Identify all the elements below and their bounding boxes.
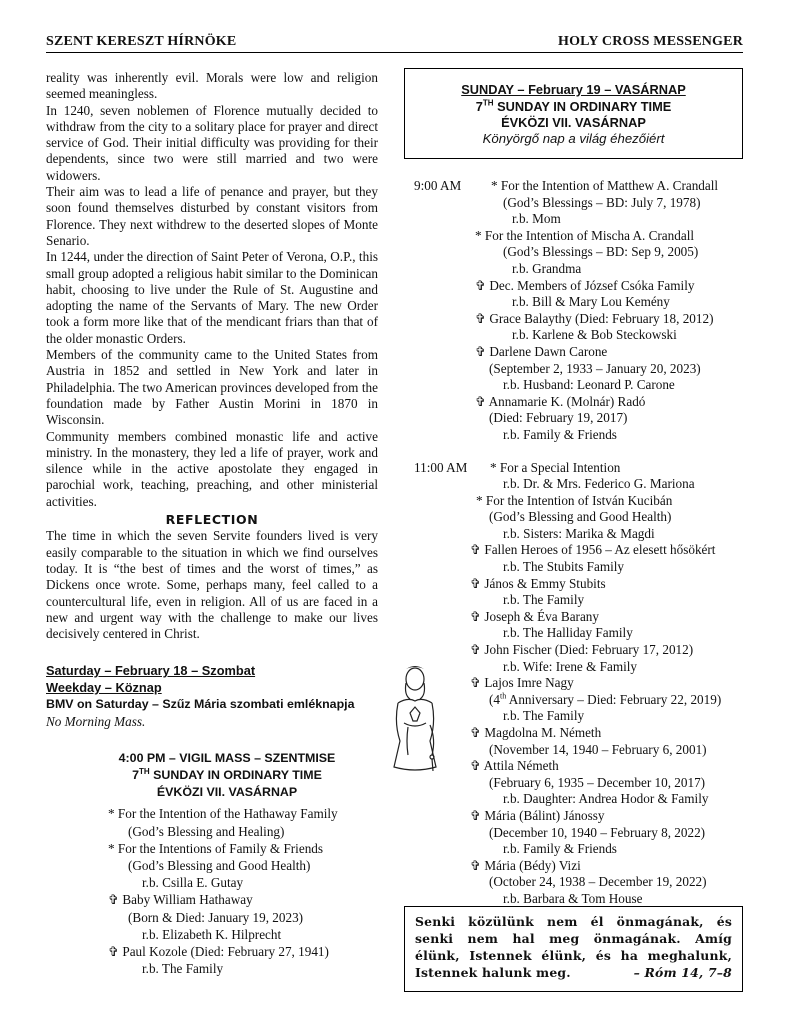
reflection-title: REFLECTION (165, 512, 259, 528)
paragraph: Community members combined monastic life and active ministry. In the monastery, they led a life of prayer, work and silence while in the active apostolate they engaged in parochial work, teaching, preaching, and other ministerial activities. (46, 428, 378, 509)
list-item: * For the Intentions of Family & Friends (108, 840, 324, 856)
list-item: * For the Intention of Matthew A. Crandall (491, 178, 719, 193)
list-item-detail: (September 2, 1933 – January 20, 2023) (489, 360, 701, 376)
vigil-hu: ÉVKÖZI VII. VASÁRNAP (156, 785, 298, 800)
list-item-detail: (Born & Died: January 19, 2023) (128, 909, 304, 925)
list-item-detail: (God’s Blessing and Good Health) (128, 858, 311, 873)
list-item-rb: r.b. The Family (503, 592, 585, 608)
saturday-weekday: Weekday – Köznap (46, 680, 162, 696)
left-column (46, 70, 378, 977)
mass-9am (414, 178, 749, 444)
list-item: ✞ John Fischer (Died: February 17, 2012) (470, 642, 694, 658)
list-item-rb: r.b. Husband: Leonard P. Carone (503, 377, 675, 393)
list-item-rb: r.b. Daughter: Andrea Hodor & Family (503, 791, 709, 807)
list-item-rb: r.b. The Halliday Family (503, 625, 633, 641)
right-column (414, 178, 749, 908)
list-item-detail: (February 6, 1935 – December 10, 2017) (489, 774, 706, 790)
list-item: ✞ Baby William Hathaway (108, 892, 253, 908)
list-item: ✞ Joseph & Éva Barany (470, 608, 599, 624)
list-item: ✞ Dec. Members of József Csóka Family (475, 277, 695, 293)
list-item-detail: (God’s Blessing and Good Health) (489, 509, 672, 525)
mass-11am (414, 460, 749, 908)
list-item-detail: (October 24, 1938 – December 19, 2022) (489, 874, 707, 890)
list-item: ✞ Paul Kozole (Died: February 27, 1941) (108, 944, 329, 960)
list-item: ✞ Magdolna M. Németh (470, 725, 602, 740)
list-item-rb: r.b. Elizabeth K. Hilprecht (142, 926, 282, 942)
paragraph: In 1244, under the direction of Saint Peter of Verona, O.P., this small group adopted a religious habit similar to the Dominican habit, choosing to live under the Rule of St. Augustine and adopting the name of the Servants of Mary. The new Order took a form more like that of the mendicant friars than that of the older monastic Orders. (46, 249, 378, 346)
sunday-title: 7TH SUNDAY IN ORDINARY TIME (475, 98, 672, 114)
list-item: * For the Intention of the Hathaway Family (108, 806, 338, 822)
list-item-rb: r.b. The Stubits Family (503, 559, 625, 575)
vigil-heading (46, 750, 378, 801)
list-item: ✞ Fallen Heroes of 1956 – Az elesett hősökért (470, 542, 716, 558)
list-item: ✞ Mária (Bálint) Jánossy (470, 807, 605, 823)
list-item-detail: (November 14, 1940 – February 6, 2001) (489, 741, 707, 757)
list-item-rb: r.b. Mom (512, 211, 561, 227)
list-item-rb: r.b. Grandma (512, 260, 582, 276)
list-item-rb: r.b. Karlene & Bob Steckowski (512, 327, 677, 343)
scripture-verse-box (404, 906, 743, 992)
header-left-title: SZENT KERESZT HÍRNÖKE (46, 34, 237, 49)
list-item-detail: (December 10, 1940 – February 8, 2022) (489, 824, 706, 840)
sunday-heading-box (404, 68, 743, 159)
sunday-subtitle: Könyörgő nap a világ éhezőiért (482, 131, 665, 146)
list-item-rb: r.b. The Family (503, 708, 585, 724)
paragraph: Members of the community came to the United States from Austria in 1852 and settled in New York and later in Philadelphia. The two American provinces developed from the foundation made by Father Austin Morini in 1870 in Wisconsin. (46, 347, 378, 428)
verse-text: Senki közülünk nem él önmagának, és senki nem hal meg önmagának. Amíg élünk, Istennek élünk, és ha meghalunk, Istennek halunk meg. (415, 914, 732, 980)
list-item-detail: (Died: February 19, 2017) (489, 410, 628, 426)
list-item: * For a Special Intention (490, 459, 621, 475)
mass-time: 9:00 AM (414, 178, 462, 193)
praying-monk-illustration (386, 663, 444, 775)
mass-time: 11:00 AM (414, 459, 468, 475)
sunday-hu: ÉVKÖZI VII. VASÁRNAP (501, 115, 646, 130)
header-rule (46, 52, 743, 53)
saturday-bmv: BMV on Saturday – Szűz Mária szombati emléknapja (46, 697, 355, 712)
paragraph: reality was inherently evil. Morals were low and religion seemed meaningless. (46, 70, 378, 102)
list-item: ✞ Mária (Bédy) Vizi (470, 857, 581, 873)
verse-reference: – Róm 14, 7–8 (633, 965, 732, 980)
vigil-time: 4:00 PM – VIGIL MASS – SZENTMISE (118, 751, 336, 766)
list-item-rb: r.b. Barbara & Tom House (503, 890, 643, 906)
list-item-detail: (God’s Blessings – BD: July 7, 1978) (503, 194, 701, 210)
list-item-rb: r.b. Family & Friends (503, 841, 617, 857)
list-item-rb: r.b. Bill & Mary Lou Kemény (512, 294, 670, 310)
list-item: ✞ Grace Balaythy (Died: February 18, 2012) (475, 310, 714, 326)
paragraph: In 1240, seven noblemen of Florence mutually decided to withdraw from the city to a solitary place for prayer and direct service of God. Their initial difficulty was providing for their dependents, since two were still married and two were widowers. (46, 102, 378, 183)
header-right-title: HOLY CROSS MESSENGER (557, 34, 743, 49)
list-item: ✞ Attila Németh (470, 758, 559, 774)
list-item: ✞ Lajos Imre Nagy (470, 675, 574, 691)
list-item-detail: (God’s Blessing and Healing) (128, 823, 285, 839)
paragraph: Their aim was to lead a life of penance and prayer, but they soon found themselves disturbed by constant visitors from Florence. They next withdrew to the deserted slopes of Monte Senario. (46, 184, 378, 248)
list-item-rb: r.b. Sisters: Marika & Magdi (503, 525, 655, 541)
list-item-rb: r.b. The Family (142, 961, 224, 977)
reflection-text: The time in which the seven Servite founders lived is very easily comparable to the situation in which we find ourselves today. It is “the best of times and the worst of times,” as Dickens once wrote. Some, perhaps many, feel called to a countercultural life, even in religion. All of us are faced in a new and urgent way with the challenge to make our lives decisively centered in Christ. (46, 528, 378, 642)
saturday-date: Saturday – February 18 – Szombat (46, 663, 256, 679)
list-item-detail: (God’s Blessings – BD: Sep 9, 2005) (503, 244, 699, 260)
saturday-note: No Morning Mass. (46, 714, 146, 730)
list-item: ✞ Annamarie K. (Molnár) Radó (475, 393, 646, 409)
saturday-section (46, 662, 378, 730)
list-item-rb: r.b. Wife: Irene & Family (503, 658, 637, 674)
list-item: ✞ Darlene Dawn Carone (475, 343, 608, 359)
list-item: * For the Intention of Mischa A. Crandall (475, 227, 695, 243)
vigil-intentions (46, 805, 378, 977)
list-item: ✞ János & Emmy Stubits (470, 575, 606, 591)
list-item-rb: r.b. Csilla E. Gutay (142, 875, 244, 891)
list-item-detail: (4th Anniversary – Died: February 22, 2019) (489, 691, 722, 707)
list-item-rb: r.b. Dr. & Mrs. Federico G. Mariona (503, 476, 695, 492)
list-item-rb: r.b. Family & Friends (503, 426, 617, 442)
vigil-sunday: 7TH SUNDAY IN ORDINARY TIME (132, 767, 322, 783)
sunday-date: SUNDAY – February 19 – VASÁRNAP (461, 82, 686, 97)
list-item: * For the Intention of István Kucibán (476, 492, 673, 508)
